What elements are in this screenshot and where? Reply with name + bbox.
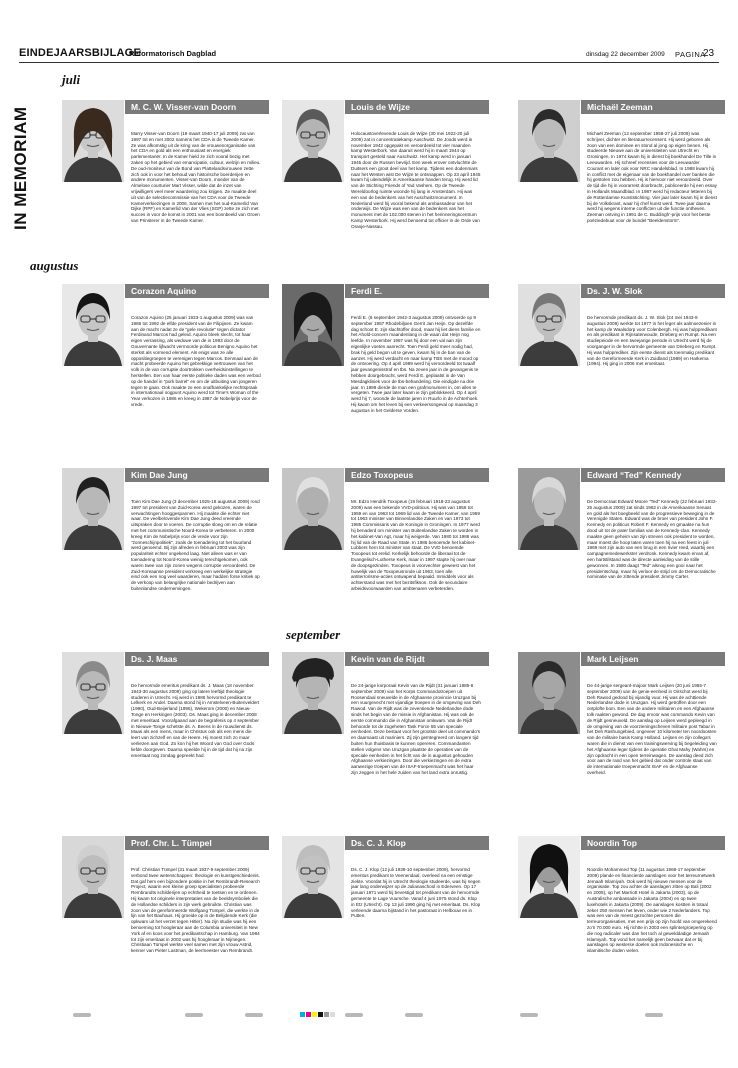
obituary-card-maas	[62, 652, 269, 832]
print-marks	[0, 1010, 738, 1020]
portrait-photo	[62, 100, 124, 182]
obituary-name: Prof. Chr. L. Tümpel	[125, 836, 269, 850]
obituary-text: Toen Kim Dae Jung (3 december 1925-18 augustus 2009) rond 1997 tot president van Zuid-Korea werd gekozen, waren de verwachtingen hooggespannen. Hij maakte die echter niet waar. De veelbelovende Kim Dae Jung deed vreemde uitspraken door te voeren. De corruptie sloeg om en de relatie met het communistische Noord-Korea te verbeteren. In 2000 kreeg Kim de Nobelprijs voor de vrede voor zijn "zonneschijnpolitiek", zoals de toenadering tot het buurland werd genoemd. Bij zijn afreden in februari 2003 was zijn populariteit echter ongekend laag. Niet alleen was er van toenadering tot Noord-Korea weinig terechtgekomen, ook waren twee van zijn zonen wegens corruptie veroordeeld. De Zuid-Koreaanse president verkreeg een werkelijke strategie eind ook een nog veel waarderen, maar hadden forse kritiek op de verkoop van belangrijke nationale bedrijven aan buitenlandse ondernemingen.	[131, 499, 260, 591]
portrait-photo	[518, 100, 580, 182]
obituary-card-kim-dae-jung	[62, 468, 269, 648]
obituary-name: Michaël Zeeman	[581, 100, 725, 114]
obituary-text: Corazon Aquino (25 januari 1933-1 augustus 2009) was van 1986 tot 1992 de elfde president van de Filipijnen. Ze kwam aan de macht nadat ze de "gele revolutie" tegen dictator Ferdinand Marcos had geleid. Aquino bleek slecht, tot haar eigen verrassing, als weduwe van de in 1983 door de Gouvernante lijfwacht vermoorde politicus Benigno Aquino het sterkst als vormend element. Als enigs was ze alle oppositiegroepen te verenigen tegen Marcos. Eenmaal aan de macht probeerde Aquino het gebrekkige vertrouwen van het volk in de van corruptie doortrokken overheidsinstellingen te herstellen. Een van haar eerste politieke daden was een verbod op de handel in "pork barrel" en om de uitbuiting van jongeren tegen te gaan. Ook maakte ze een onafhankelijke rechtspraak in internationaal oogpunt Aquino werd tot Time's Woman of the Year verkozen in 1986 en kreeg in 1987 de Nobelprijs voor de vrede.	[131, 315, 261, 407]
obituary-text: Ferdi E. (6 september 1942-3 augustus 2009) ontvoerde op 9 september 1987 Rhodebiljoen Gerrit Jan Heijn. Op dezelfde dag schoot E. zijn slachtoffer dood, maar hij liet diens familie en het Ahold-concern maandenlang in de waan dat Heijn nog leefde. In november 1987 was hij door een val aan zijn eigenlijke voeten aanrecht. Toen Ferdi geld meer nodig had, brak hij geld begon uit te geven, kwam hij in de ban van de aanzet. Hij werd verdacht en naar kamp TBS met de moord op de ontvoering. Op 4 april 1989 werd hij veroordeeld tot twaalf jaar gevangenisstraf en tbs. Na zeven jaar in de gevangenis te hebben doorgebracht, werd Ferdi E. geplaatst in de Van Mesdagkliniek voor de tbs-behandeling. Die eindigde na drie jaar. In 1999 dierde de man een grafmonument in, om alles te vergeten. Twee jaar later kwam ie zijn geblokkeerd. Op 4 april werd hij 7, woonde de laatste jaren in Ruurlo in de Achterhoek. Hij kwam om het leven bij een verkeersongeval op maandag 3 augustus in het Gelderse Vorden.	[351, 315, 481, 413]
page-label: PAGINA	[675, 50, 706, 59]
portrait-photo	[62, 468, 124, 550]
color-swatch	[330, 1012, 335, 1017]
portrait-photo	[62, 284, 124, 366]
obituary-text: Marry Visser-van Doorn (19 maart 1940-17 juli 2009) zat van 1997 tot en met 2002 namens het CDA in de Tweede Kamer. Ze was afkomstig uit de kring van de vrouwenorganisatie van het CDA en gold als een enthousiast en energiek parlementariër. In de Kamer hield ze zich vooral bezig met zaken op het gebied van emancipatie, cultuur, welzijn en milieu. De oud-moniteur van de Bond van Plattelandsvrouwen zette zich ook in voor het behoud van historische boerderijen en andere monumenten. Visser-van Doorn, moeder van de Almelose courturier Mart Visser, wilde dat de inzet van vrijwilligers veel meer waardering zou krijgen. Ze maakte deel uit van de selectiecommissie van het CDA voor de Tweede Kamerverkiezingen in 2006. Samen met het oud-Kamerlid Van Dijke (RPF) en Kamerlid Van der Vlies (SGP) zette ze zich met succes in voor de komst in 2001 van een bonnbeeld van Groen van Prinsterer in de Tweede Kamer.	[131, 131, 261, 223]
obituary-name: Ds. J. Maas	[125, 652, 269, 666]
registration-mark	[520, 1013, 538, 1017]
portrait-photo	[518, 652, 580, 734]
registration-mark	[345, 1013, 363, 1017]
obituary-name: Kevin van de Rijdt	[345, 652, 489, 666]
portrait-photo	[282, 836, 344, 918]
portrait-photo	[282, 468, 344, 550]
obituary-card-tumpel	[62, 836, 269, 1016]
color-swatch	[300, 1012, 305, 1017]
obituary-text: De hervormde predikant ds. J. W. Slok (24 mei 1943-9 augustus 2009) werkte tot 1977 in het leger als aalmoezenier in het kamp de Waalsdorp voor Colenbergh. Hij was hulppredikant en als predikant in Rijnsaterwoude, Drieberg en Rumpt. Na een studiepeiode en een tweejarige periode in Utrecht werd hij de voorganger in de hervormde gemeente van Drieberg en Rumpt. Hij was hulpprediker. Zijn eerste dienst als toenmalig predikant van de Gereformeerde Kerk in Zuidland (1989) en Harkema (1994). Hij ging in 2006 met emeritaat.	[587, 315, 717, 367]
obituary-text: Ds. C. J. Klop (12 juli 1938-10 september 2009), hervormd emeritus predikant te Veenendaal, overleed na een ernstige ziekte. Voordat hij in Utrecht theologie studeerde, was hij negen jaar lang onderwijzer op de Julianaschool in Ederveen. Op 17 januari 1971 werd hij bevestigd tot predikant van de hervormde gemeente te Lage Vuursche. Vanaf 4 juni 1975 stond ds. Klop in Etz (Utrecht). Op 13 juli 1990 ging hij met emeritaat. Ds. Klop verleende daarna bijstand in het pastoraat in Helbouw en in Putten.	[351, 867, 481, 919]
obituary-card-de-wijze	[282, 100, 489, 280]
obituary-text: Mr. Edzo Hendrik Toxopeus (19 februari 1918-23 augustus 2009) was een bekende VVD-politicus. Hij was van 1956 tot 1959 en van 1963 tot 1969 lid van de Tweede Kamer, van 1959 tot 1963 minister van Binnenlandse Zaken en van 1973 tot 1985 Commissaris van de Koningin in Groningen. In 1977 werd hij benaderd om minister van Buitenlandse Zaken te worden in het kabinet-Van Agt, maar hij weigerde. Van 1980 tot 1986 was hij lid van de Raad van State. In 1985 benoemde het kabinet-Lubbers hem tot minister van staat. De VVD benoemde Toxopeus tot erelid. Kerkelijk behoorde de liberaal tot de Evangelisch-Lutherse Kerk, maar in 1997 stapte hij over naar de doopsgezinden. Toxopeus is voorvechter geweest van het huwelijk van de Toxopeusronde uit 1963, toen alle antiterrorisme-acties ontwapend bepaald. Inmiddels voor als achterstand was met het bezitsfikson. Ook de secundaire arbeidsvoorwaarden van ambtenaren verbeterden.	[351, 499, 480, 591]
obituary-text: Prof. Christian Tümpel (31 maart 1937-9 september 2009) verbond twee wetenschappen: theologie en kunstgeschiedenis. Dat gaf hem een bijzondere positie in het Rembrandt-Research Project, waarin een kleine groep specialisten probeerde Rembrandts schilderijen op echtheid te toetsen en te ordenen. Hij kwam tot originele interpretaties van de beeldsymboliek die de Hollandse schilders in zijn werk gebruikte. Christian was zoon van de gereformeerde Wolfgang Tümpel, die werkte in de lijn van het Bauhaus. Hij groeide op in de Belijdende Kerk (die opkwam uit het verzet tegen Hitler). Na zijn studie was hij een benoeming tot hoogleraar aan de Columbia universiteit in New York af en koos voor het predikantschap in Hamburg. Van 1984 tot zijn emeritaat in 2002 was hij hoogleraar in Nijmegen. Christiaan Tümpel werkte veel samen met zijn vrouw Astrid, kenner van Pieter Lastman, de leermeester van Rembrandt.	[131, 867, 260, 954]
obituary-card-slok	[518, 284, 725, 464]
obituary-text: De hervormde emeritus predikant ds. J. Maas (18 november 1943-30 augustus 2009) ging op latere leeftijd theologie studeren in Utrecht. Hij werd in 1986 hervormd predikant te Lelkerk en Andel. Daarna stond hij in Amstelveen-Buitenveldert (1990), Oud-Beijerland (1995), Wekerom (2000) en Nieuw-Tonge en Herkingen (2003). Ds. Maas ging in december 2008 met emeritaat. Voorafgaand aan de begrafenis op 4 september in Nieuwe-Tonge schetste ds. A. Beens in de rouwdienst ds. Maas als een mens, maar in Christus ook als een mens die leert van zichzelf en van de Heere. Hij moest zich zo maar verliezen aan God. Zo kon hij het Woord van God over Gods liefde doorgeven. Daarna speelde hij in de tijd dat hij na zijn emeritaat nog zondag gepreekt had.	[131, 683, 260, 758]
month-juli: juli	[62, 72, 81, 87]
obituary-text: Holocaustoverlevende Louis de Wijze (30 mei 1922-20 juli 2009) zat in concentratiekamp Auschwitz. De Joods werd in november 1942 opgepakt en veroordeeld tot vier maanden kamp Westerbork. Van daaruit werd hij in maart 1944 op transport gesteld naar Auschwitz. Het kamp werd in januari 1945 door de Russen bevrijd. Een week erover ontvluchtte de Duitsers een groot deel van het kamp. Tijdens een dodenmars naar het Westen wist De Wijze te ontsnappen. Op 23 april 1945 kwam hij uiteindelijk in Amerikaanse handen terug. Hij werd lid van de Stichting Friends of Yad Vashem. Op de Tweede Wereldoorlog ruimte woonde hij lang in Amsterdam. Hij was een van de bedenkers van het Auschwitzmonument. In Nederland werd hij vooral bekend als ambassadeur van het onderwijs. De Wijze was een van de bedenkers van het monument met de 102.000 stenen in het herinneringscentrum Kamp Westerbork. Hij werd benoemd tot officier in de Orde van Oranje-Nassau.	[351, 131, 481, 229]
obituary-card-aquino	[62, 284, 269, 464]
registration-mark	[185, 1013, 203, 1017]
obituary-text: De Democraat Edward Moore "Ted" Kennedy (22 februari 1932-25 augustus 2009) zat sinds 1962 in de Amerikaanse Senaat en gold als het boegbeeld van de progressieve beweging in de Verenigde Staten. Edward was de broer van president John F. Kennedy en politicus Robert F. Kennedy en gmaakte na hun dood uit tot de pater familias van de Kennedy-clan. Kennedy maakte geen geheim van zijn streven ook president te worden, maar moest die hoop laten varen toen hij na een feest in juli 1969 met zijn auto van een brug in een rivier reed, waarbij een campagnemedewerkster verdronk. Kennedy kwam ervan af, een hartstilstand was de directe aanleiding van de stille gewonnen. In 1980 daagt "Ted" alsnog een gooi naar het presidentschap, maar hij verloor de strijd om de Democratische nominatie van de zittende president Jimmy Carter.	[587, 499, 717, 580]
obituary-card-noordin-top	[518, 836, 725, 1016]
color-swatch	[318, 1012, 323, 1017]
portrait-photo	[62, 836, 124, 918]
portrait-photo	[282, 284, 344, 366]
page-number: 23	[703, 48, 715, 59]
obituary-name: M. C. W. Visser-van Doorn	[125, 100, 269, 114]
issue-date: dinsdag 22 december 2009	[586, 51, 665, 58]
obituary-name: Mark Leijsen	[581, 652, 725, 666]
obituary-card-leijsen	[518, 652, 725, 832]
portrait-photo	[518, 468, 580, 550]
portrait-photo	[282, 652, 344, 734]
obituary-name: Louis de Wijze	[345, 100, 489, 114]
masthead	[19, 47, 719, 63]
obituary-card-visser-van-doorn	[62, 100, 269, 280]
obituary-card-kennedy	[518, 468, 725, 648]
color-swatch	[306, 1012, 311, 1017]
obituary-card-toxopeus	[282, 468, 489, 648]
registration-mark	[645, 1013, 663, 1017]
page-title: IN MEMORIAM	[11, 106, 30, 230]
obituary-name: Ds. J. W. Slok	[581, 284, 725, 298]
portrait-photo	[518, 836, 580, 918]
obituary-text: De 44-jarige sergeant-majoor Mark Leijsen (20 juni 1965-7 september 2009) van de genie-eenheid in Oirschot werd bij Deh Rawod gedood bij vijandig vuur. Hij was de achttiende Nederlandse dode in Uruzgan. Hij werd getroffen door een ontplofte bom. Een van de andere militairen en een Afghaanse tolk raakten gewond. De dag ervoor was commando Kevin van de Rijdt gesneuveld. De aanslag op Leijsen werd gepleegd in de omgeving van de voorzieningscheven militaire post Tabar in het Deh Rashungebied, ongeveer 10 kilometer ten noordoosten van de militaire basis Kamp Holland. Leijsen en zijn collega's waren die in dienst van een trainingswerving bij begeleiding van het Afghaanse leger tijdens de operatie Ghat Mahy (Wahrs) en zijn opdracht in een open terreinwagen. De aanslag deed zich voor aan de rand van het gebied dat onder controle staat van de internationale troepenmacht ISAF en de Afghaanse overheid.	[587, 683, 717, 775]
obituary-name: Edzo Toxopeus	[345, 468, 489, 482]
color-swatch	[312, 1012, 317, 1017]
obituary-text: De 24-jarige korporaal Kevin van de Rijdt (31 januari 1985-6 september 2009) van het Korps Commandotroepen uit Roosendaal sneuvelde in de Afghaanse provincie Uruzgan bij een vuurgevecht met vijandige troepen in de omgeving van Deh Rawod. Van de Rijdt was de zeventiende Nederlandse dode sinds het begin van de missie in Afghanistan. Hij was ook de eerste commando die in Afghanistan omkwam. Van de Rijdt behoorde tot de zogeheten Task Force 55 van speciale eenheden. Deze bestaat voor het grootste deel uit commando's en daarnaast uit mariniers. Zij zijn geïntegreerd om langere tijd buiten hun thuisbasis te kunnen opereren. Commandanten stellen volgens Van Uruzgan plaatste de operaties van de speciale eenheden in het licht van de in augustus gehouden Afghaanse verkiezingen. Door die verkiezingen en de extra aanwezige troepen van de ISAF-troepenmacht was het haar zijn zeggen in het hele zuiden van het land extra onrustig.	[351, 683, 481, 775]
registration-mark	[73, 1013, 91, 1017]
obituary-text: Michaël Zeeman (12 september 1958-27 juli 2009) was schrijver, dichter en literatuurrecensent. Hij werd geboren als zoon van een dominee en stond al jong op eigen benen. Hij studeerde Nieuwe aan de universiteiten van Utrecht en Groningen. In 1974 kwam hij in dienst bij boekhandel De Tille in Leeuwarden. Hij schreef recensies voor de Leeuwarder Courant en later ook voor NRC Handelsblad. In 1988 kwam hij in conflict met de eigenaar van de boekhandel over banken die hij gestolen zou hebben. Hij is hiervoor niet veroordeeld. Over de tijd die hij in voorarrest doorbracht, publiceerde hij een essay in Hollands Maandblad. In 1987 werd hij redacteur letteren bij de Rotterdamse Kunststichting. Vier jaar later kwam hij in dienst bij de Volkskrant, waar hij chef kunst werd. Twee jaar daarna werd hij wegens interne conflicten uit die functie ontheven. Zeeman ontving in 1991 de C. Buddingh'-prijs voor het beste poëziedebuut voor de bundel "Beeldenstorm".	[587, 131, 717, 223]
obituary-card-van-de-rijdt	[282, 652, 489, 832]
registration-mark	[245, 1013, 263, 1017]
newspaper-name: Reformatorisch Dagblad	[129, 49, 217, 58]
obituary-name: Edward “Ted” Kennedy	[581, 468, 725, 482]
portrait-photo	[282, 100, 344, 182]
obituary-name: Kim Dae Jung	[125, 468, 269, 482]
color-swatch	[324, 1012, 329, 1017]
portrait-photo	[62, 652, 124, 734]
obituary-name: Ferdi E.	[345, 284, 489, 298]
obituary-name: Corazon Aquino	[125, 284, 269, 298]
obituary-name: Ds. C. J. Klop	[345, 836, 489, 850]
obituary-name: Noordin Top	[581, 836, 725, 850]
registration-mark	[405, 1013, 423, 1017]
obituary-card-ferdi-e	[282, 284, 489, 464]
section-title: EINDEJAARSBIJLAGE	[19, 47, 141, 59]
obituary-card-klop	[282, 836, 489, 1016]
portrait-photo	[518, 284, 580, 366]
month-september: september	[286, 627, 341, 642]
vertical-title	[8, 90, 34, 230]
obituary-card-zeeman	[518, 100, 725, 280]
month-augustus: augustus	[30, 258, 79, 273]
obituary-text: Noordin Mohammed Top (11 augustus 1968-17 september 2009) plande en financierde aanslagen voor het terreurnetwerk Jemaah Islamiyah. Ook werd hij nieuwe mensen voor de organisatie. Top zou achter de aanslagen zitten op Bali (2002 en 2005), op het Marriott Hotel in Jakarta (2003), op de Australische ambassade in Jakarta (2004) en op twee luxehotels in Jakarta (2009). De aanslagen kostten in totaal zeker 250 mensen het leven, onder wie 2 Nederlanders. Top was een van de meest gezochte personen die terreurorganisaties, met een prijs op zijn hoofd van omgerekend zo'n 70.000 euro. Hij richtte in 2003 een splintergroepering op die nog radicaler was dan het toch al gewelddadige Jemaah Islamiyah. Top vond het namelijk geen bezwaar dat er bij aanslagen op westerse doelen ook Indonesische en islamitische doden vielen.	[587, 867, 717, 954]
header-rule	[19, 62, 719, 63]
